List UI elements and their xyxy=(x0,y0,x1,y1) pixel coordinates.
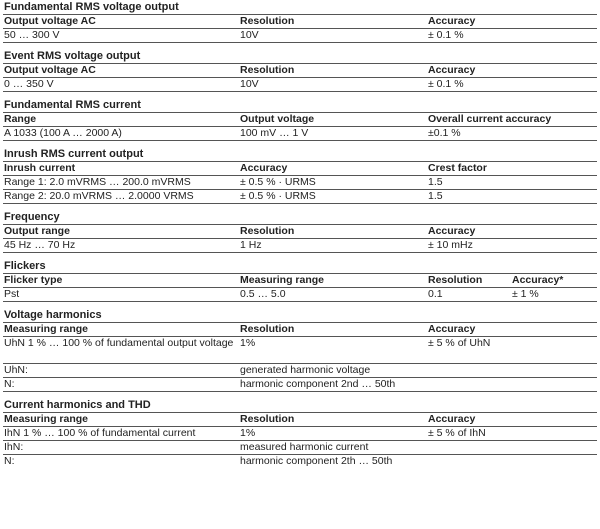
table-row xyxy=(3,364,597,378)
column-header: Range xyxy=(4,113,37,125)
column-header: Output voltage xyxy=(240,113,315,125)
table-cell: ± 10 mHz xyxy=(428,239,473,251)
table-cell: Pst xyxy=(4,288,20,300)
table-cell: IhN: xyxy=(4,441,24,453)
column-header: Accuracy xyxy=(428,225,476,237)
column-header: Measuring range xyxy=(240,274,325,286)
header-row xyxy=(3,225,597,239)
table-cell: ± 0.5 % · URMS xyxy=(240,176,316,188)
column-header: Accuracy xyxy=(428,323,476,335)
table-cell: 1.5 xyxy=(428,190,443,202)
section-flickers xyxy=(3,259,597,302)
table-row xyxy=(3,29,597,43)
column-header: Accuracy xyxy=(428,15,476,27)
column-header: Accuracy xyxy=(428,413,476,425)
table-cell: generated harmonic voltage xyxy=(240,364,371,376)
table-row xyxy=(3,127,597,141)
section-title: Event RMS voltage output xyxy=(3,49,597,64)
table-cell: 1 Hz xyxy=(240,239,262,251)
section-voltage-harmonics xyxy=(3,308,597,392)
table-cell: UhN 1 % … 100 % of fundamental output voltage xyxy=(4,337,234,349)
table-cell: N: xyxy=(4,378,15,390)
table-cell: 10V xyxy=(240,29,259,41)
column-header: Resolution xyxy=(240,323,295,335)
section-fundamental-rms-current xyxy=(3,98,597,141)
column-header: Resolution xyxy=(240,413,295,425)
table-cell: 45 Hz … 70 Hz xyxy=(4,239,76,251)
section-title: Current harmonics and THD xyxy=(3,398,597,413)
header-row xyxy=(3,323,597,337)
column-header: Crest factor xyxy=(428,162,487,174)
section-title: Voltage harmonics xyxy=(3,308,597,323)
table-row xyxy=(3,455,597,468)
section-title: Fundamental RMS current xyxy=(3,98,597,113)
section-title: Frequency xyxy=(3,210,597,225)
table-cell: 1.5 xyxy=(428,176,443,188)
column-header: Overall current accuracy xyxy=(428,113,552,125)
table-cell: 10V xyxy=(240,78,259,90)
table-row xyxy=(3,337,597,364)
table-cell: A 1033 (100 A … 2000 A) xyxy=(4,127,122,139)
section-title: Fundamental RMS voltage output xyxy=(3,0,597,15)
column-header: Accuracy xyxy=(240,162,288,174)
table-cell: 100 mV … 1 V xyxy=(240,127,309,139)
section-title: Inrush RMS current output xyxy=(3,147,597,162)
column-header: Inrush current xyxy=(4,162,76,174)
table-cell: ±0.1 % xyxy=(428,127,461,139)
table-row xyxy=(3,239,597,253)
column-header: Resolution xyxy=(240,64,295,76)
column-header: Accuracy xyxy=(428,64,476,76)
column-header: Resolution xyxy=(240,15,295,27)
column-header: Output voltage AC xyxy=(4,64,96,76)
header-row xyxy=(3,413,597,427)
table-row xyxy=(3,288,597,302)
table-cell: 0.1 xyxy=(428,288,443,300)
table-cell: ± 0.1 % xyxy=(428,78,464,90)
column-header: Accuracy* xyxy=(512,274,564,286)
header-row xyxy=(3,274,597,288)
header-row xyxy=(3,162,597,176)
table-cell: 0.5 … 5.0 xyxy=(240,288,286,300)
header-row xyxy=(3,64,597,78)
column-header: Measuring range xyxy=(4,323,89,335)
table-row xyxy=(3,190,597,204)
table-cell: measured harmonic current xyxy=(240,441,369,453)
table-cell: ± 1 % xyxy=(512,288,539,300)
specifications-table xyxy=(3,0,597,468)
column-header: Resolution xyxy=(240,225,295,237)
column-header: Resolution xyxy=(428,274,483,286)
table-cell: ± 0.1 % xyxy=(428,29,464,41)
table-cell: IhN 1 % … 100 % of fundamental current xyxy=(4,427,196,439)
header-row xyxy=(3,15,597,29)
section-inrush-rms-current-output xyxy=(3,147,597,204)
header-row xyxy=(3,113,597,127)
section-current-harmonics-and-thd xyxy=(3,398,597,468)
table-row xyxy=(3,441,597,455)
table-cell: N: xyxy=(4,455,15,467)
table-cell: 1% xyxy=(240,427,256,439)
column-header: Measuring range xyxy=(4,413,89,425)
column-header: Output range xyxy=(4,225,70,237)
section-frequency xyxy=(3,210,597,253)
table-row xyxy=(3,427,597,441)
section-title: Flickers xyxy=(3,259,597,274)
table-cell: UhN: xyxy=(4,364,28,376)
table-row xyxy=(3,78,597,92)
section-fundamental-rms-voltage-output xyxy=(3,0,597,43)
table-cell: ± 5 % of UhN xyxy=(428,337,491,349)
table-cell: 50 … 300 V xyxy=(4,29,60,41)
table-cell: harmonic component 2nd … 50th xyxy=(240,378,396,390)
table-cell: ± 5 % of IhN xyxy=(428,427,486,439)
table-cell: 0 … 350 V xyxy=(4,78,54,90)
table-cell: harmonic component 2th … 50th xyxy=(240,455,393,467)
table-row xyxy=(3,176,597,190)
table-cell: ± 0.5 % · URMS xyxy=(240,190,316,202)
table-row xyxy=(3,378,597,392)
table-cell: Range 1: 2.0 mVRMS … 200.0 mVRMS xyxy=(4,176,191,188)
table-cell: 1% xyxy=(240,337,256,349)
column-header: Flicker type xyxy=(4,274,63,286)
column-header: Output voltage AC xyxy=(4,15,96,27)
section-event-rms-voltage-output xyxy=(3,49,597,92)
table-cell: Range 2: 20.0 mVRMS … 2.0000 VRMS xyxy=(4,190,194,202)
